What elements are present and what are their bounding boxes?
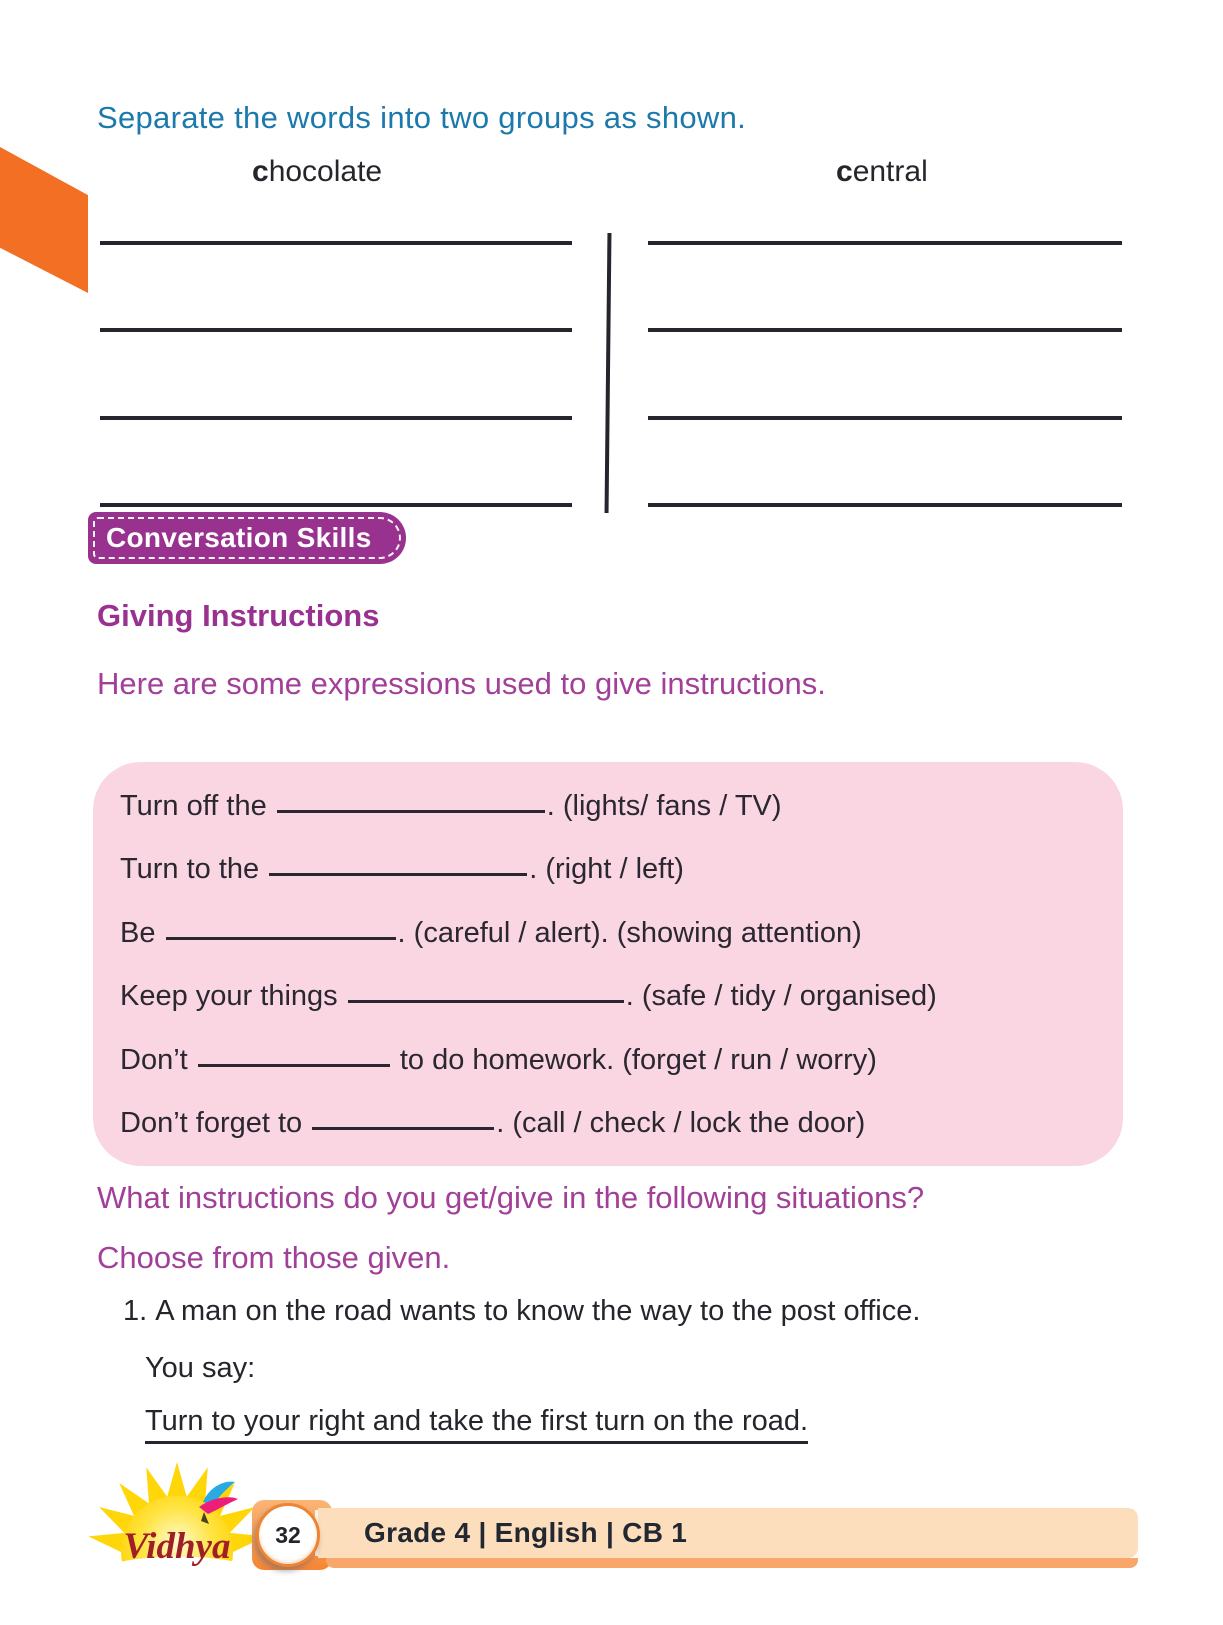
expression-pre: Be (120, 916, 156, 949)
logo-text: Vidhya (123, 1526, 231, 1567)
page-number: 32 (275, 1521, 301, 1548)
item-number: 1. (123, 1295, 148, 1327)
expression-line (120, 980, 1103, 1013)
expression-line (120, 1044, 1103, 1077)
you-say-prompt: You say: (145, 1352, 256, 1384)
left-header-rest: hocolate (268, 155, 383, 188)
answer-line-rule (100, 503, 572, 507)
situation-item-1 (123, 1295, 920, 1328)
expression-pre: Turn to the (120, 853, 260, 886)
vidhya-logo (85, 1460, 270, 1575)
expression-pre: Keep your things (120, 980, 338, 1013)
answer-blank (312, 1107, 494, 1130)
sample-answer-text: Turn to your right and take the first turn on the road. (145, 1405, 808, 1444)
expression-pre: Don’t forget to (120, 1106, 303, 1139)
exercise-heading: Separate the words into two groups as shown. (97, 100, 747, 135)
left-column-header (252, 155, 382, 189)
item-text: A man on the road wants to know the way to the post office. (155, 1295, 921, 1327)
sample-answer (145, 1405, 808, 1438)
lesson-title: Giving Instructions (97, 598, 380, 633)
answer-line-rule (100, 416, 572, 420)
left-header-initial: c (252, 155, 269, 188)
situation-question-line2: Choose from those given. (97, 1240, 451, 1275)
answer-line-rule (648, 241, 1122, 245)
expression-line (120, 853, 1103, 886)
answer-blank (166, 917, 396, 940)
expression-post: . (call / check / lock the door) (496, 1106, 866, 1139)
expression-pre: Don’t (120, 1043, 188, 1076)
right-column-header (836, 155, 928, 189)
right-header-rest: entral (852, 155, 928, 188)
expression-line (120, 790, 1103, 823)
answer-blank (348, 980, 624, 1003)
expression-post: . (right / left) (529, 853, 684, 886)
expression-post: to do homework. (forget / run / worry) (391, 1043, 877, 1076)
expression-post: . (safe / tidy / organised) (625, 980, 937, 1013)
expression-line (120, 1107, 1103, 1140)
footer-strip-decoration (326, 1558, 1138, 1568)
footer-breadcrumb: Grade 4 | English | CB 1 (364, 1517, 688, 1548)
answer-line-rule (648, 503, 1122, 507)
situation-question-line1: What instructions do you get/give in the following situations? (97, 1180, 925, 1215)
right-header-initial: c (836, 155, 853, 188)
page-number-badge (256, 1503, 320, 1567)
column-divider (605, 233, 612, 513)
expression-pre: Turn off the (120, 790, 267, 822)
expression-post: . (lights/ fans / TV) (546, 790, 782, 822)
answer-blank (277, 790, 545, 813)
section-badge-label: Conversation Skills (106, 522, 372, 553)
answer-line-rule (100, 328, 572, 332)
answer-line-rule (648, 416, 1122, 420)
expressions-box (93, 762, 1123, 1166)
answer-blank (198, 1044, 390, 1067)
footer-bar (318, 1508, 1138, 1558)
answer-blank (269, 853, 527, 876)
answer-line-rule (100, 241, 572, 245)
answer-line-rule (648, 328, 1122, 332)
expression-post: . (careful / alert). (showing attention) (397, 916, 862, 949)
corner-flag-decoration (0, 147, 88, 293)
lesson-intro: Here are some expressions used to give instructions. (97, 666, 826, 701)
expression-line (120, 917, 1103, 950)
section-badge (88, 512, 406, 564)
